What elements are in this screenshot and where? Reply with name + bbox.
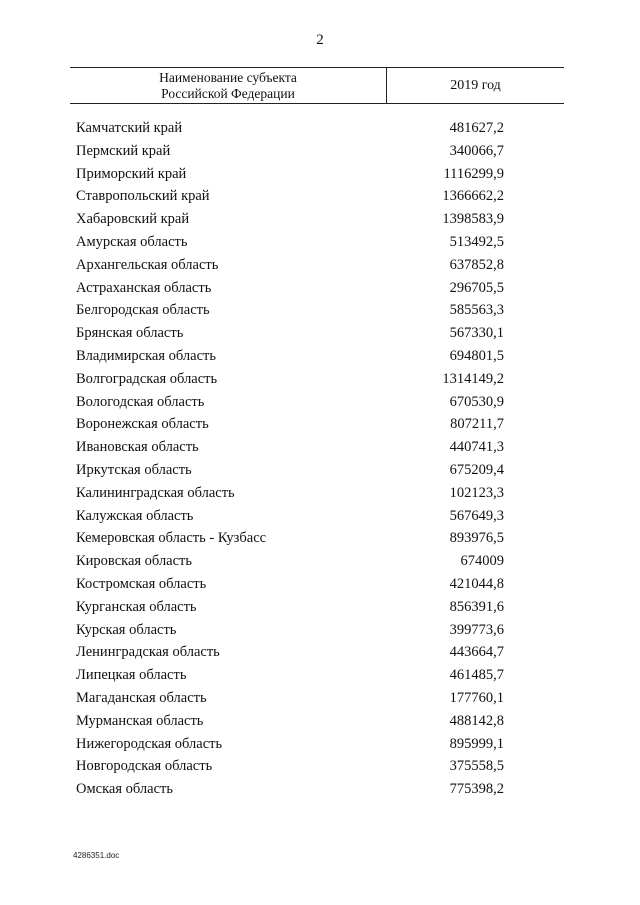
year-column-header: 2019 год xyxy=(450,77,501,93)
table-row xyxy=(0,208,640,231)
region-value: 856391,6 xyxy=(449,598,504,615)
table-row xyxy=(0,254,640,277)
region-name: Липецкая область xyxy=(76,667,187,684)
region-name: Амурская область xyxy=(76,233,188,250)
table-row xyxy=(0,755,640,778)
region-header-line-2: Российской Федерации xyxy=(161,85,295,101)
table-row xyxy=(0,664,640,687)
table-row xyxy=(0,391,640,414)
table-row xyxy=(0,778,640,801)
region-name: Курская область xyxy=(76,621,177,638)
region-name: Владимирская область xyxy=(76,347,216,364)
region-value: 1398583,9 xyxy=(442,211,504,228)
table-row xyxy=(0,231,640,254)
region-value: 675209,4 xyxy=(449,461,504,478)
table-header xyxy=(70,67,564,104)
region-name: Иркутская область xyxy=(76,461,192,478)
region-value: 443664,7 xyxy=(449,644,504,661)
region-value: 421044,8 xyxy=(449,575,504,592)
table-row xyxy=(0,117,640,140)
region-value: 296705,5 xyxy=(449,279,504,296)
region-value: 567649,3 xyxy=(449,507,504,524)
region-value: 481627,2 xyxy=(449,120,504,136)
region-value: 440741,3 xyxy=(449,439,504,456)
table-row xyxy=(0,482,640,505)
region-name: Костромская область xyxy=(76,575,207,592)
document-filename: 4286351.doc xyxy=(73,851,120,860)
region-value: 513492,5 xyxy=(449,233,504,250)
region-header-line-1: Наименование субъекта xyxy=(159,69,297,85)
table-row xyxy=(0,619,640,642)
region-name: Нижегородская область xyxy=(76,735,223,752)
table-row xyxy=(0,505,640,528)
table-body xyxy=(0,117,640,801)
region-value: 585563,3 xyxy=(449,302,504,319)
region-name: Омская область xyxy=(76,781,173,798)
region-value: 1314149,2 xyxy=(442,370,504,387)
table-row xyxy=(0,459,640,482)
region-value: 102123,3 xyxy=(449,484,504,501)
region-name: Волгоградская область xyxy=(76,370,218,387)
table-row xyxy=(0,185,640,208)
table-row xyxy=(0,527,640,550)
region-value: 637852,8 xyxy=(449,256,504,273)
region-name: Калужская область xyxy=(76,507,194,524)
table-row xyxy=(0,733,640,756)
region-value: 775398,2 xyxy=(449,781,504,798)
table-row xyxy=(0,140,640,163)
region-name: Магаданская область xyxy=(76,689,207,706)
table-row xyxy=(0,710,640,733)
region-value: 1116299,9 xyxy=(443,165,504,182)
region-name: Камчатский край xyxy=(76,120,183,136)
region-name: Новгородская область xyxy=(76,758,213,775)
region-name: Калининградская область xyxy=(76,484,235,501)
table-row xyxy=(0,687,640,710)
region-value: 177760,1 xyxy=(449,689,504,706)
region-name: Приморский край xyxy=(76,165,187,182)
table-row xyxy=(0,573,640,596)
region-value: 461485,7 xyxy=(449,667,504,684)
region-name: Ленинградская область xyxy=(76,644,220,661)
region-value: 488142,8 xyxy=(449,712,504,729)
table-row xyxy=(0,322,640,345)
region-value: 399773,6 xyxy=(449,621,504,638)
region-name: Вологодская область xyxy=(76,393,205,410)
region-name: Кировская область xyxy=(76,553,193,570)
table-row xyxy=(0,596,640,619)
region-value: 1366662,2 xyxy=(442,188,504,205)
table-row xyxy=(0,277,640,300)
region-name: Астраханская область xyxy=(76,279,212,296)
table-row xyxy=(0,436,640,459)
region-value: 674009 xyxy=(460,553,504,570)
page-number: 2 xyxy=(316,32,324,48)
region-value: 567330,1 xyxy=(449,325,504,342)
table-row xyxy=(0,163,640,186)
region-value: 375558,5 xyxy=(449,758,504,775)
table-row xyxy=(0,368,640,391)
region-value: 893976,5 xyxy=(449,530,504,547)
region-name: Хабаровский край xyxy=(76,211,190,228)
region-column-header xyxy=(70,68,387,103)
region-name: Брянская область xyxy=(76,325,184,342)
region-name: Кемеровская область - Кузбасс xyxy=(76,530,267,547)
region-name: Пермский край xyxy=(76,142,171,159)
region-name: Воронежская область xyxy=(76,416,209,433)
table-row xyxy=(0,641,640,664)
region-name: Ивановская область xyxy=(76,439,199,456)
region-name: Курганская область xyxy=(76,598,197,615)
region-name: Ставропольский край xyxy=(76,188,210,205)
table-row xyxy=(0,345,640,368)
table-row xyxy=(0,550,640,573)
table-row xyxy=(0,299,640,322)
region-value: 807211,7 xyxy=(450,416,504,433)
region-value: 694801,5 xyxy=(449,347,504,364)
region-name: Мурманская область xyxy=(76,712,204,729)
region-value: 895999,1 xyxy=(449,735,504,752)
table-row xyxy=(0,413,640,436)
region-value: 340066,7 xyxy=(449,142,504,159)
region-name: Архангельская область xyxy=(76,256,219,273)
region-name: Белгородская область xyxy=(76,302,210,319)
region-value: 670530,9 xyxy=(449,393,504,410)
